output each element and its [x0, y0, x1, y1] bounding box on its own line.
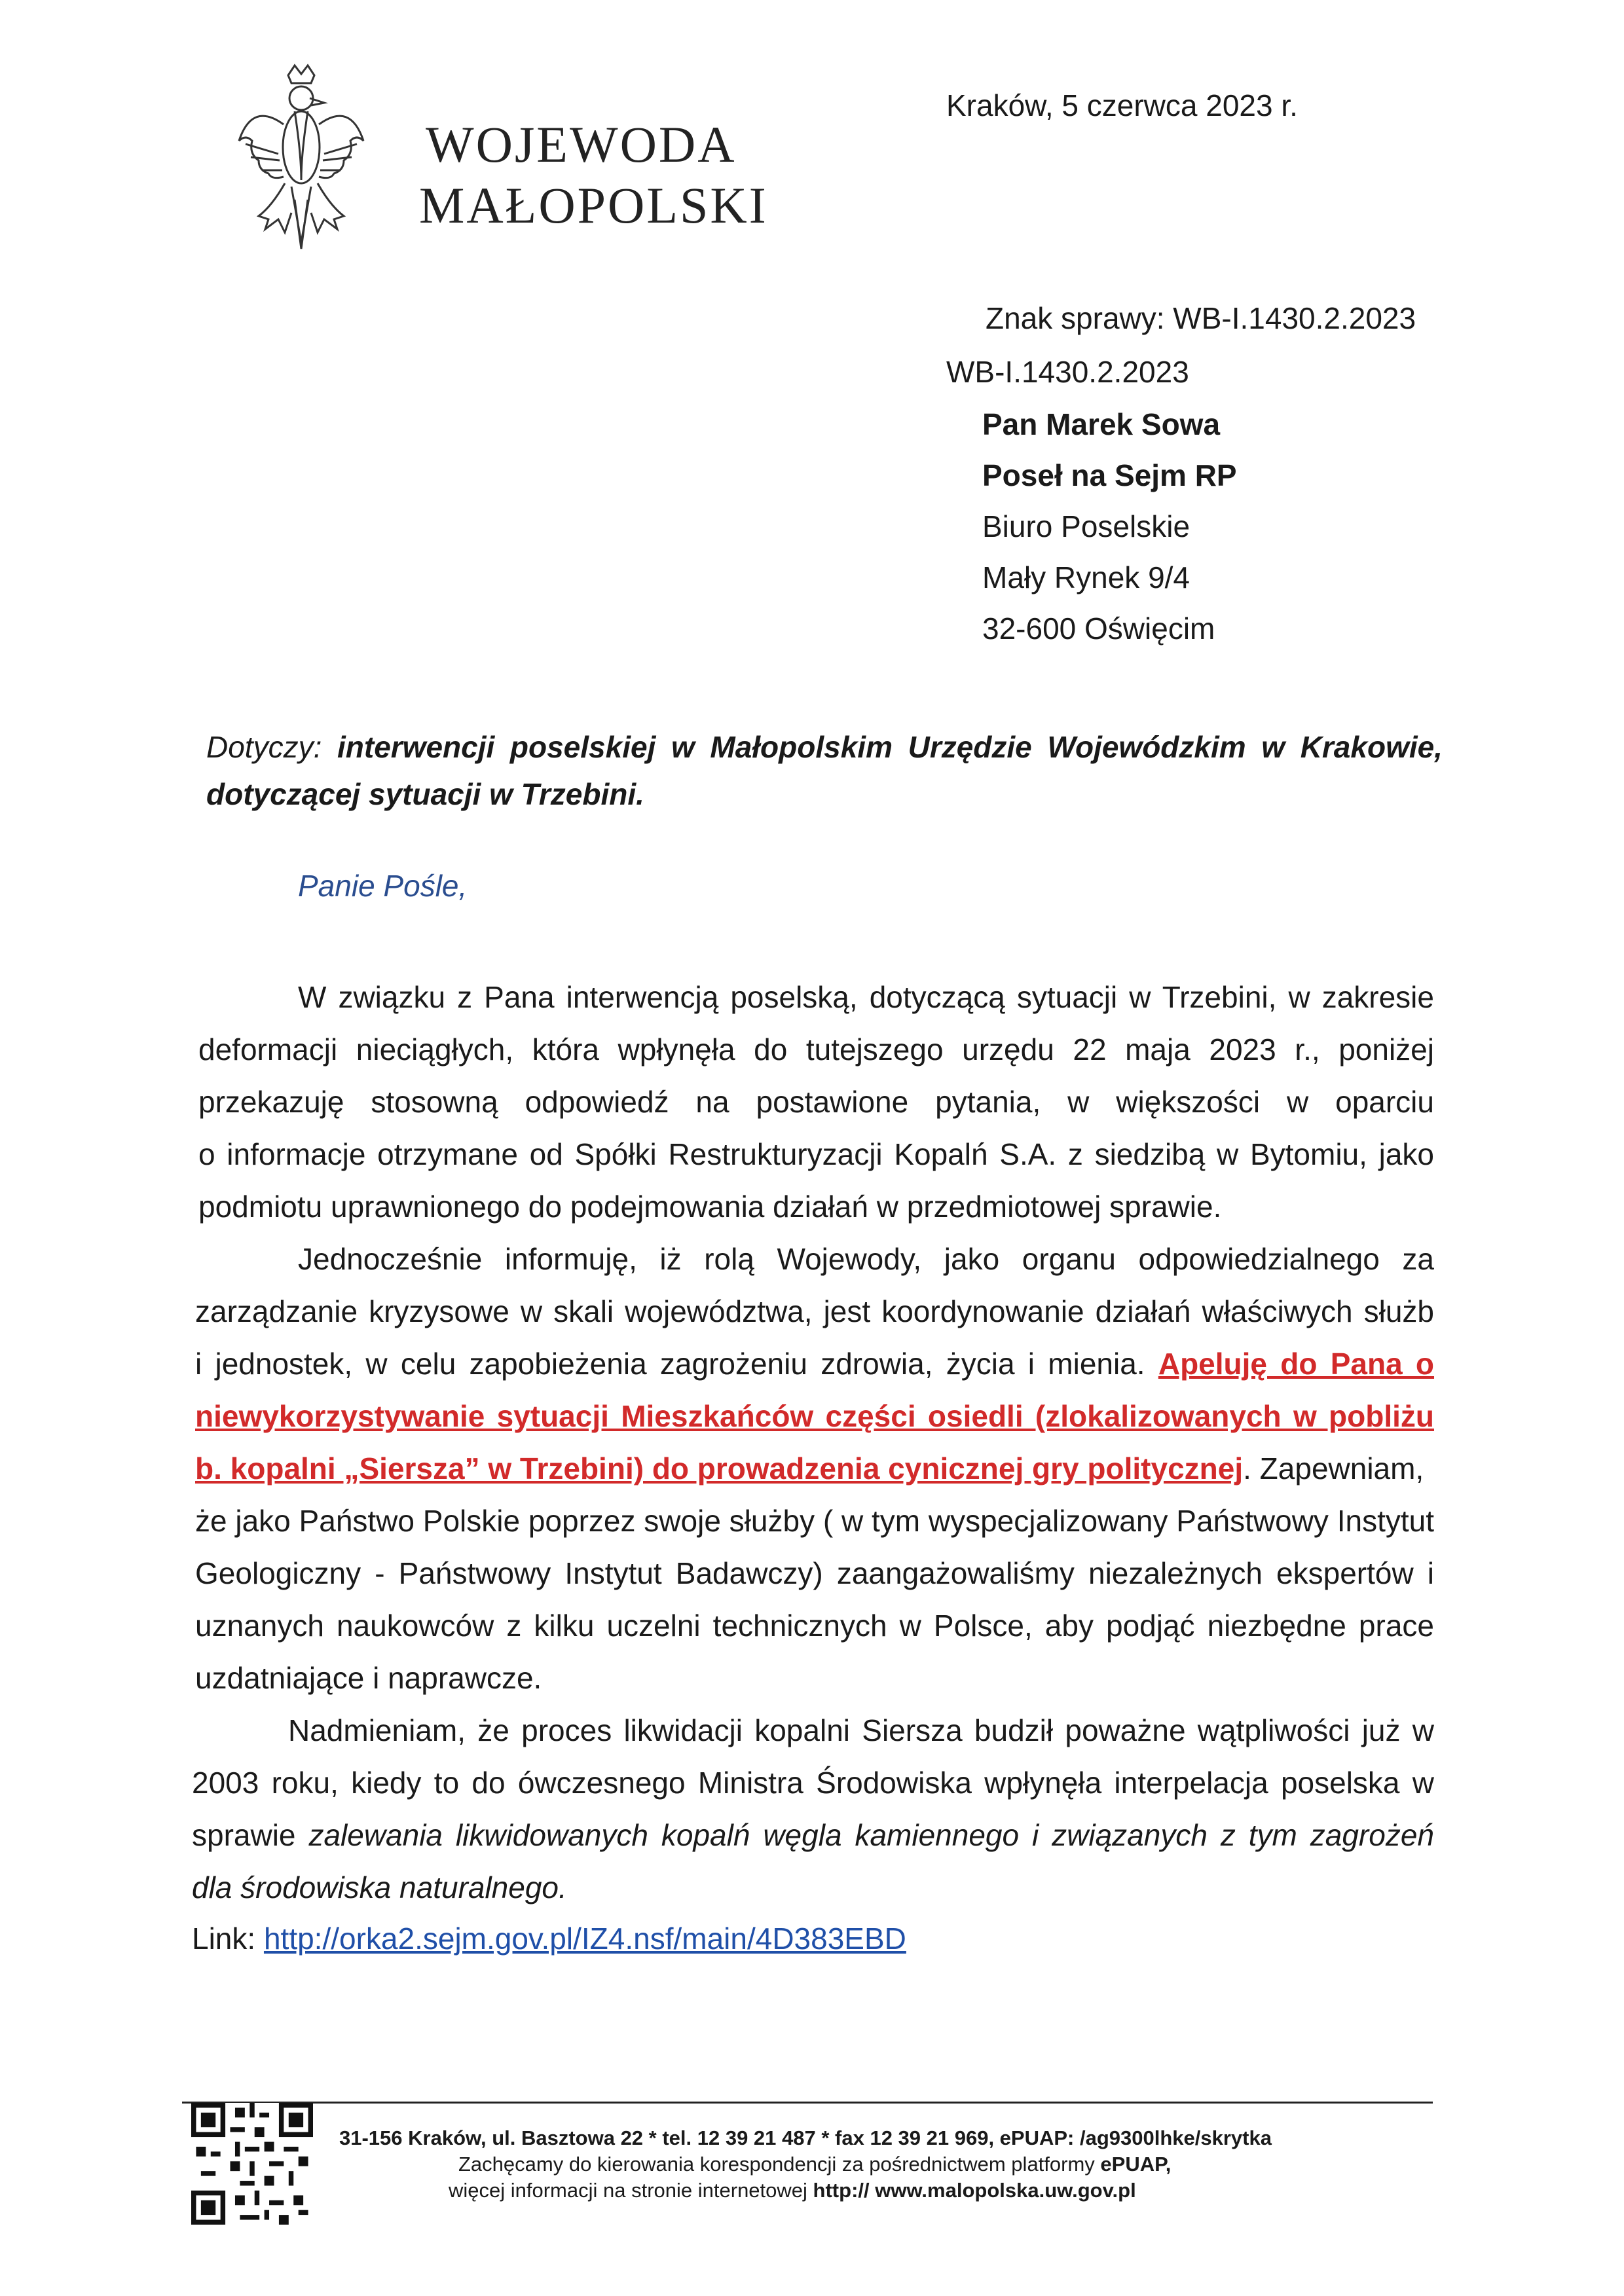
footer-address: 31-156 Kraków, ul. Basztowa 22 * tel. 12 39 21 487 * fax 12 39 21 969, ePUAP: /ag9300lhke/skrytka: [339, 2126, 1272, 2149]
highlighted-appeal: niewykorzystywanie sytuacji Mieszkańców części osiedli (zlokalizowanych w pobliżu: [195, 1399, 1434, 1433]
office-title-line2: MAŁOPOLSKI: [419, 177, 768, 234]
body-line: o informacje otrzymane od Spółki Restrukturyzacji Kopalń S.A. z siedzibą w Bytomiu, jako: [198, 1137, 1434, 1171]
recipient-office: Biuro Poselskie: [982, 509, 1190, 543]
body-line: Geologiczny - Państwowy Instytut Badawczy) zaangażowaliśmy niezależnych ekspertów i: [195, 1556, 1434, 1590]
letter-date: Kraków, 5 czerwca 2023 r.: [946, 88, 1298, 122]
body-text: . Zapewniam,: [1243, 1451, 1424, 1485]
body-line: przekazuję stosowną odpowiedź na postawione pytania, w większości w oparciu: [198, 1085, 1434, 1119]
body-text: i jednostek, w celu zapobieżenia zagrożeniu zdrowia, życia i mienia.: [195, 1347, 1145, 1381]
subject-line: [206, 732, 1443, 762]
body-line: Nadmieniam, że proces likwidacji kopalni Siersza budził poważne wątpliwości już w: [288, 1713, 1434, 1747]
footer-epuap-note: [458, 2154, 1171, 2174]
qr-code-icon: [191, 2103, 313, 2225]
body-line: deformacji nieciągłych, która wpłynęła do tutejszego urzędu 22 maja 2023 r., poniżej: [198, 1032, 1434, 1066]
body-line: [195, 1453, 1424, 1484]
subject-line-2: dotyczącej sytuacji w Trzebini.: [206, 777, 644, 811]
office-title-line1: WOJEWODA: [426, 116, 737, 173]
sejm-link[interactable]: http://orka2.sejm.gov.pl/IZ4.nsf/main/4D383EBD: [263, 1922, 906, 1956]
case-reference-duplicate: WB-I.1430.2.2023: [946, 355, 1189, 389]
link-line: [192, 1923, 906, 1954]
body-line: że jako Państwo Polskie poprzez swoje służby ( w tym wyspecjalizowany Państwowy Instytut: [195, 1504, 1434, 1538]
body-line: [195, 1349, 1434, 1379]
body-line: uzdatniające i naprawcze.: [195, 1661, 542, 1695]
case-reference: Znak sprawy: WB-I.1430.2.2023: [986, 301, 1416, 335]
footer-divider: [182, 2102, 1433, 2104]
body-text: sprawie: [192, 1818, 296, 1852]
body-line: dla środowiska naturalnego.: [192, 1870, 567, 1904]
recipient-city: 32-600 Oświęcim: [982, 611, 1215, 646]
body-line: [192, 1820, 1434, 1850]
body-line: W związku z Pana interwencją poselską, dotyczącą sytuacji w Trzebini, w zakresie: [298, 980, 1434, 1014]
body-line: 2003 roku, kiedy to do ówczesnego Ministra Środowiska wpłynęła interpelacja poselska w: [192, 1766, 1434, 1800]
link-label: Link:: [192, 1922, 256, 1956]
body-line: uznanych naukowców z kilku uczelni technicznych w Polsce, aby podjąć niezbędne prace: [195, 1609, 1434, 1643]
footer-text: więcej informacji na stronie internetowej: [449, 2179, 807, 2202]
salutation: Panie Pośle,: [298, 869, 468, 903]
body-text-italic: zalewania likwidowanych kopalń węgla kamiennego i związanych z tym zagrożeń: [308, 1818, 1434, 1852]
recipient-name: Pan Marek Sowa: [982, 407, 1221, 441]
eagle-emblem-icon: [232, 62, 370, 252]
subject-text: interwencji poselskiej w Małopolskim Urzędzie Wojewódzkim w Krakowie,: [337, 730, 1443, 764]
highlighted-appeal: Apeluję do Pana o: [1158, 1347, 1435, 1381]
footer-text: Zachęcamy do kierowania korespondencji za pośrednictwem platformy: [458, 2153, 1095, 2176]
footer-epuap: ePUAP,: [1100, 2153, 1172, 2176]
recipient-title: Poseł na Sejm RP: [982, 458, 1237, 492]
footer-website-link[interactable]: http:// www.malopolska.uw.gov.pl: [813, 2179, 1136, 2202]
body-line: zarządzanie kryzysowe w skali województwa, jest koordynowanie działań właściwych służb: [195, 1294, 1434, 1328]
body-line: Jednocześnie informuję, iż rolą Wojewody, jako organu odpowiedzialnego za: [298, 1242, 1434, 1276]
body-line: podmiotu uprawnionego do podejmowania działań w przedmiotowej sprawie.: [198, 1190, 1222, 1224]
highlighted-appeal: b. kopalni „Siersza” w Trzebini) do prowadzenia cynicznej gry politycznej: [195, 1451, 1244, 1485]
subject-label: Dotyczy:: [206, 730, 322, 764]
recipient-street: Mały Rynek 9/4: [982, 560, 1190, 594]
footer-website-note: [449, 2180, 1136, 2200]
